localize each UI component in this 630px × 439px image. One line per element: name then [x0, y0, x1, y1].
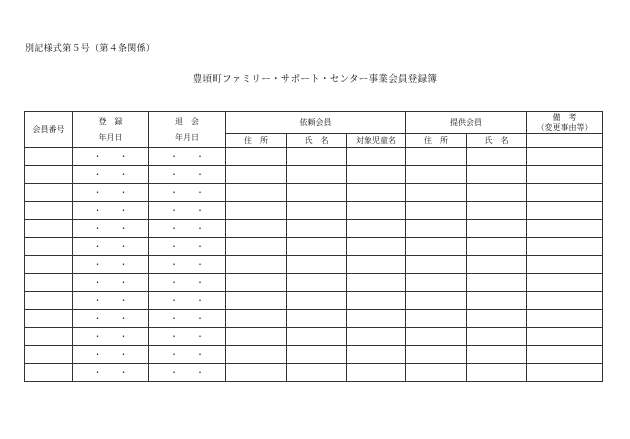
- provider-name-cell: [467, 328, 527, 346]
- register-row: [25, 310, 603, 328]
- provider-address-cell: [406, 166, 467, 184]
- date-separator-dot: ・: [196, 205, 204, 215]
- date-separator-dot: ・: [119, 367, 128, 377]
- date-separator-dot: ・: [196, 259, 204, 269]
- header-provider-name: 氏 名: [467, 134, 527, 148]
- date-separator-dot: ・: [170, 187, 178, 197]
- withdrawal-date-cell: [149, 148, 226, 166]
- target-child-cell: [347, 148, 406, 166]
- date-separator-dot: ・: [196, 349, 204, 359]
- date-separator-dot: ・: [119, 277, 128, 287]
- header-remarks: [527, 112, 603, 134]
- requester-address-cell: [226, 220, 287, 238]
- provider-name-cell: [467, 292, 527, 310]
- target-child-cell: [347, 220, 406, 238]
- provider-address-cell: [406, 202, 467, 220]
- date-separator-dot: ・: [93, 313, 102, 323]
- date-separator-dot: ・: [93, 205, 102, 215]
- member-number-cell: [25, 346, 73, 364]
- date-separator-dot: ・: [196, 169, 204, 179]
- date-separator-dot: ・: [196, 313, 204, 323]
- date-separator-dot: ・: [170, 367, 178, 377]
- requester-address-cell: [226, 166, 287, 184]
- registration-date-cell: [73, 220, 149, 238]
- member-number-cell: [25, 238, 73, 256]
- date-separator-dot: ・: [119, 223, 128, 233]
- requester-address-cell: [226, 328, 287, 346]
- requester-name-cell: [287, 364, 347, 382]
- date-separator-dot: ・: [170, 349, 178, 359]
- requester-address-cell: [226, 148, 287, 166]
- provider-name-cell: [467, 364, 527, 382]
- target-child-cell: [347, 346, 406, 364]
- requester-address-cell: [226, 202, 287, 220]
- registration-date-cell: [73, 202, 149, 220]
- member-number-cell: [25, 184, 73, 202]
- date-separator-dot: ・: [170, 223, 178, 233]
- date-separator-dot: ・: [119, 349, 128, 359]
- remarks-cell: [527, 292, 603, 310]
- remarks-cell: [527, 256, 603, 274]
- register-row: [25, 148, 603, 166]
- withdrawal-date-cell: [149, 184, 226, 202]
- provider-name-cell: [467, 256, 527, 274]
- target-child-cell: [347, 184, 406, 202]
- requester-name-cell: [287, 346, 347, 364]
- register-row: [25, 364, 603, 382]
- provider-address-cell: [406, 346, 467, 364]
- member-number-cell: [25, 292, 73, 310]
- date-separator-dot: ・: [170, 277, 178, 287]
- target-child-cell: [347, 292, 406, 310]
- member-number-cell: [25, 274, 73, 292]
- provider-address-cell: [406, 184, 467, 202]
- header-requesting-member: 依頼会員: [226, 112, 406, 134]
- requester-name-cell: [287, 310, 347, 328]
- date-separator-dot: ・: [119, 241, 128, 251]
- registration-date-cell: [73, 148, 149, 166]
- requester-name-cell: [287, 274, 347, 292]
- register-row: [25, 328, 603, 346]
- date-separator-dot: ・: [170, 151, 178, 161]
- provider-name-cell: [467, 202, 527, 220]
- date-separator-dot: ・: [196, 295, 204, 305]
- withdrawal-date-cell: [149, 256, 226, 274]
- header-registration-date: [73, 112, 149, 148]
- provider-name-cell: [467, 310, 527, 328]
- withdrawal-date-cell: [149, 310, 226, 328]
- date-separator-dot: ・: [93, 223, 102, 233]
- header-remarks-detail: （変更事由等）: [536, 122, 593, 132]
- target-child-cell: [347, 202, 406, 220]
- register-row: [25, 256, 603, 274]
- requester-address-cell: [226, 310, 287, 328]
- requester-address-cell: [226, 274, 287, 292]
- date-separator-dot: ・: [93, 151, 102, 161]
- provider-address-cell: [406, 220, 467, 238]
- remarks-cell: [527, 220, 603, 238]
- provider-name-cell: [467, 184, 527, 202]
- date-separator-dot: ・: [93, 331, 102, 341]
- header-member-number: 会員番号: [25, 112, 73, 148]
- remarks-cell: [527, 274, 603, 292]
- date-separator-dot: ・: [119, 313, 128, 323]
- member-number-cell: [25, 364, 73, 382]
- document-title: 豊頃町ファミリー・サポート・センター事業会員登録簿: [192, 74, 438, 85]
- remarks-cell: [527, 184, 603, 202]
- header-withdrawal-ymd: 年月日: [175, 132, 199, 142]
- header-providing-member: 提供会員: [406, 112, 527, 134]
- date-separator-dot: ・: [119, 259, 128, 269]
- remarks-cell: [527, 202, 603, 220]
- date-separator-dot: ・: [93, 277, 102, 287]
- requester-name-cell: [287, 166, 347, 184]
- withdrawal-date-cell: [149, 202, 226, 220]
- remarks-cell: [527, 364, 603, 382]
- date-separator-dot: ・: [170, 169, 178, 179]
- header-provider-address: 住 所: [406, 134, 467, 148]
- requester-name-cell: [287, 292, 347, 310]
- date-separator-dot: ・: [93, 349, 102, 359]
- remarks-cell: [527, 238, 603, 256]
- form-reference: 別記様式第５号（第４条関係）: [25, 44, 156, 54]
- date-separator-dot: ・: [119, 205, 128, 215]
- withdrawal-date-cell: [149, 328, 226, 346]
- remarks-cell: [527, 166, 603, 184]
- provider-name-cell: [467, 220, 527, 238]
- date-separator-dot: ・: [196, 151, 204, 161]
- target-child-cell: [347, 274, 406, 292]
- date-separator-dot: ・: [119, 331, 128, 341]
- withdrawal-date-cell: [149, 292, 226, 310]
- provider-name-cell: [467, 274, 527, 292]
- registration-date-cell: [73, 364, 149, 382]
- header-withdrawal-date: [149, 112, 226, 148]
- withdrawal-date-cell: [149, 238, 226, 256]
- provider-name-cell: [467, 346, 527, 364]
- date-separator-dot: ・: [119, 187, 128, 197]
- register-row: [25, 220, 603, 238]
- register-row: [25, 292, 603, 310]
- registration-date-cell: [73, 292, 149, 310]
- register-row: [25, 184, 603, 202]
- header-remarks-label: 備 考: [552, 112, 577, 122]
- target-child-cell: [347, 238, 406, 256]
- remarks-cell: [527, 328, 603, 346]
- requester-name-cell: [287, 220, 347, 238]
- date-separator-dot: ・: [93, 187, 102, 197]
- date-separator-dot: ・: [119, 151, 128, 161]
- requester-address-cell: [226, 238, 287, 256]
- date-separator-dot: ・: [93, 169, 102, 179]
- registration-date-cell: [73, 238, 149, 256]
- date-separator-dot: ・: [196, 277, 204, 287]
- requester-name-cell: [287, 148, 347, 166]
- date-separator-dot: ・: [170, 259, 178, 269]
- requester-address-cell: [226, 346, 287, 364]
- date-separator-dot: ・: [170, 313, 178, 323]
- registration-date-cell: [73, 346, 149, 364]
- register-row: [25, 274, 603, 292]
- header-withdrawal-label: 退 会: [175, 116, 199, 126]
- requester-address-cell: [226, 256, 287, 274]
- remarks-cell: [527, 310, 603, 328]
- member-number-cell: [25, 148, 73, 166]
- date-separator-dot: ・: [170, 331, 178, 341]
- withdrawal-date-cell: [149, 220, 226, 238]
- target-child-cell: [347, 256, 406, 274]
- requester-name-cell: [287, 328, 347, 346]
- date-separator-dot: ・: [93, 259, 102, 269]
- provider-name-cell: [467, 166, 527, 184]
- provider-name-cell: [467, 148, 527, 166]
- provider-address-cell: [406, 238, 467, 256]
- registration-date-cell: [73, 274, 149, 292]
- member-register-table: [24, 111, 603, 382]
- withdrawal-date-cell: [149, 166, 226, 184]
- member-number-cell: [25, 310, 73, 328]
- member-number-cell: [25, 328, 73, 346]
- provider-address-cell: [406, 274, 467, 292]
- header-remarks-blank: [527, 134, 603, 148]
- member-number-cell: [25, 256, 73, 274]
- withdrawal-date-cell: [149, 364, 226, 382]
- registration-date-cell: [73, 184, 149, 202]
- provider-address-cell: [406, 148, 467, 166]
- provider-address-cell: [406, 256, 467, 274]
- date-separator-dot: ・: [119, 295, 128, 305]
- target-child-cell: [347, 364, 406, 382]
- date-separator-dot: ・: [93, 367, 102, 377]
- date-separator-dot: ・: [196, 367, 204, 377]
- requester-address-cell: [226, 364, 287, 382]
- target-child-cell: [347, 166, 406, 184]
- register-row: [25, 238, 603, 256]
- register-row: [25, 202, 603, 220]
- date-separator-dot: ・: [170, 205, 178, 215]
- header-registration-ymd: 年月日: [98, 132, 123, 142]
- member-number-cell: [25, 220, 73, 238]
- requester-name-cell: [287, 238, 347, 256]
- requester-name-cell: [287, 256, 347, 274]
- date-separator-dot: ・: [196, 331, 204, 341]
- provider-name-cell: [467, 238, 527, 256]
- remarks-cell: [527, 148, 603, 166]
- header-requester-name: 氏 名: [287, 134, 347, 148]
- target-child-cell: [347, 310, 406, 328]
- registration-date-cell: [73, 310, 149, 328]
- date-separator-dot: ・: [119, 169, 128, 179]
- provider-address-cell: [406, 310, 467, 328]
- date-separator-dot: ・: [93, 241, 102, 251]
- remarks-cell: [527, 346, 603, 364]
- register-row: [25, 166, 603, 184]
- registration-date-cell: [73, 256, 149, 274]
- requester-name-cell: [287, 184, 347, 202]
- date-separator-dot: ・: [196, 187, 204, 197]
- requester-address-cell: [226, 292, 287, 310]
- register-row: [25, 346, 603, 364]
- withdrawal-date-cell: [149, 346, 226, 364]
- member-number-cell: [25, 202, 73, 220]
- date-separator-dot: ・: [196, 223, 204, 233]
- date-separator-dot: ・: [170, 295, 178, 305]
- provider-address-cell: [406, 364, 467, 382]
- date-separator-dot: ・: [170, 241, 178, 251]
- member-number-cell: [25, 166, 73, 184]
- register-body: [25, 148, 603, 382]
- header-target-child-name: 対象児童名: [347, 134, 406, 148]
- target-child-cell: [347, 328, 406, 346]
- requester-name-cell: [287, 202, 347, 220]
- registration-date-cell: [73, 328, 149, 346]
- date-separator-dot: ・: [196, 241, 204, 251]
- requester-address-cell: [226, 184, 287, 202]
- registration-date-cell: [73, 166, 149, 184]
- header-registration-label: 登 録: [98, 116, 123, 126]
- withdrawal-date-cell: [149, 274, 226, 292]
- provider-address-cell: [406, 328, 467, 346]
- provider-address-cell: [406, 292, 467, 310]
- date-separator-dot: ・: [93, 295, 102, 305]
- header-requester-address: 住 所: [226, 134, 287, 148]
